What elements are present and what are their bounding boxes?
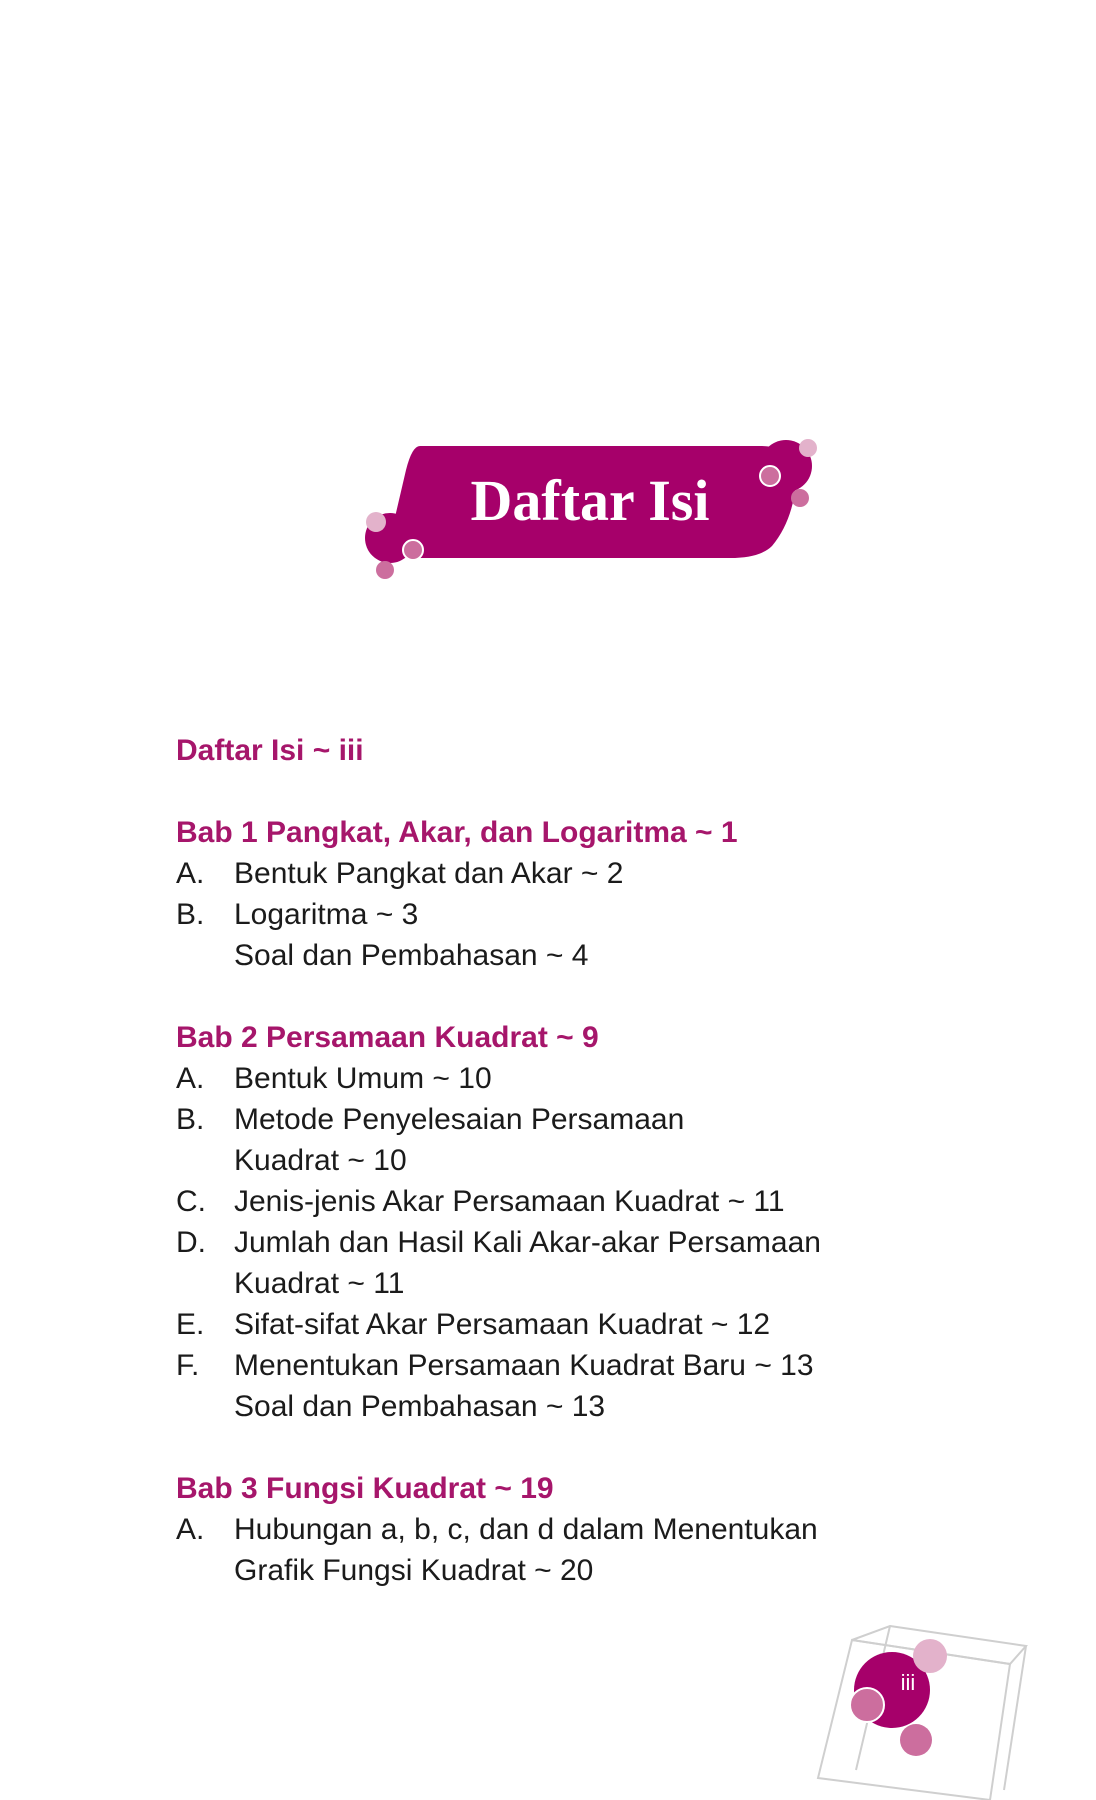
item-text: Menentukan Persamaan Kuadrat Baru ~ 13 (234, 1349, 814, 1382)
item-text: Soal dan Pembahasan ~ 13 (234, 1390, 606, 1423)
item-marker: F. (176, 1349, 200, 1382)
item-text: Logaritma ~ 3 (234, 898, 419, 931)
item-text: Bentuk Umum ~ 10 (234, 1062, 492, 1095)
item-marker: A. (176, 857, 205, 890)
item-marker: C. (176, 1185, 206, 1218)
item-marker: A. (176, 1513, 205, 1546)
item-text: Jumlah dan Hasil Kali Akar-akar Persamaan (234, 1226, 821, 1259)
item-text: Hubungan a, b, c, dan d dalam Menentukan (234, 1513, 818, 1546)
item-marker: A. (176, 1062, 205, 1095)
page-number: iii (900, 1670, 916, 1695)
item-text: Sifat-sifat Akar Persamaan Kuadrat ~ 12 (234, 1308, 771, 1341)
item-text: Bentuk Pangkat dan Akar ~ 2 (234, 857, 624, 890)
item-text: Kuadrat ~ 11 (234, 1267, 405, 1300)
item-marker: B. (176, 1103, 205, 1136)
bubble-icon (850, 1688, 884, 1722)
page-title: Daftar Isi (470, 468, 710, 533)
chapter-title: Bab 3 Fungsi Kuadrat ~ 19 (176, 1472, 554, 1505)
item-text: Soal dan Pembahasan ~ 4 (234, 939, 589, 972)
chapter-title: Bab 2 Persamaan Kuadrat ~ 9 (176, 1021, 599, 1054)
item-marker: B. (176, 898, 205, 931)
chapter-title: Bab 1 Pangkat, Akar, dan Logaritma ~ 1 (176, 816, 738, 849)
item-text: Jenis-jenis Akar Persamaan Kuadrat ~ 11 (234, 1185, 785, 1218)
item-text: Kuadrat ~ 10 (234, 1144, 407, 1177)
item-text: Grafik Fungsi Kuadrat ~ 20 (234, 1554, 594, 1587)
toc-intro: Daftar Isi ~ iii (176, 734, 364, 767)
item-text: Metode Penyelesaian Persamaan (234, 1103, 685, 1136)
item-marker: D. (176, 1226, 206, 1259)
bubble-icon (900, 1724, 932, 1756)
item-marker: E. (176, 1308, 205, 1341)
